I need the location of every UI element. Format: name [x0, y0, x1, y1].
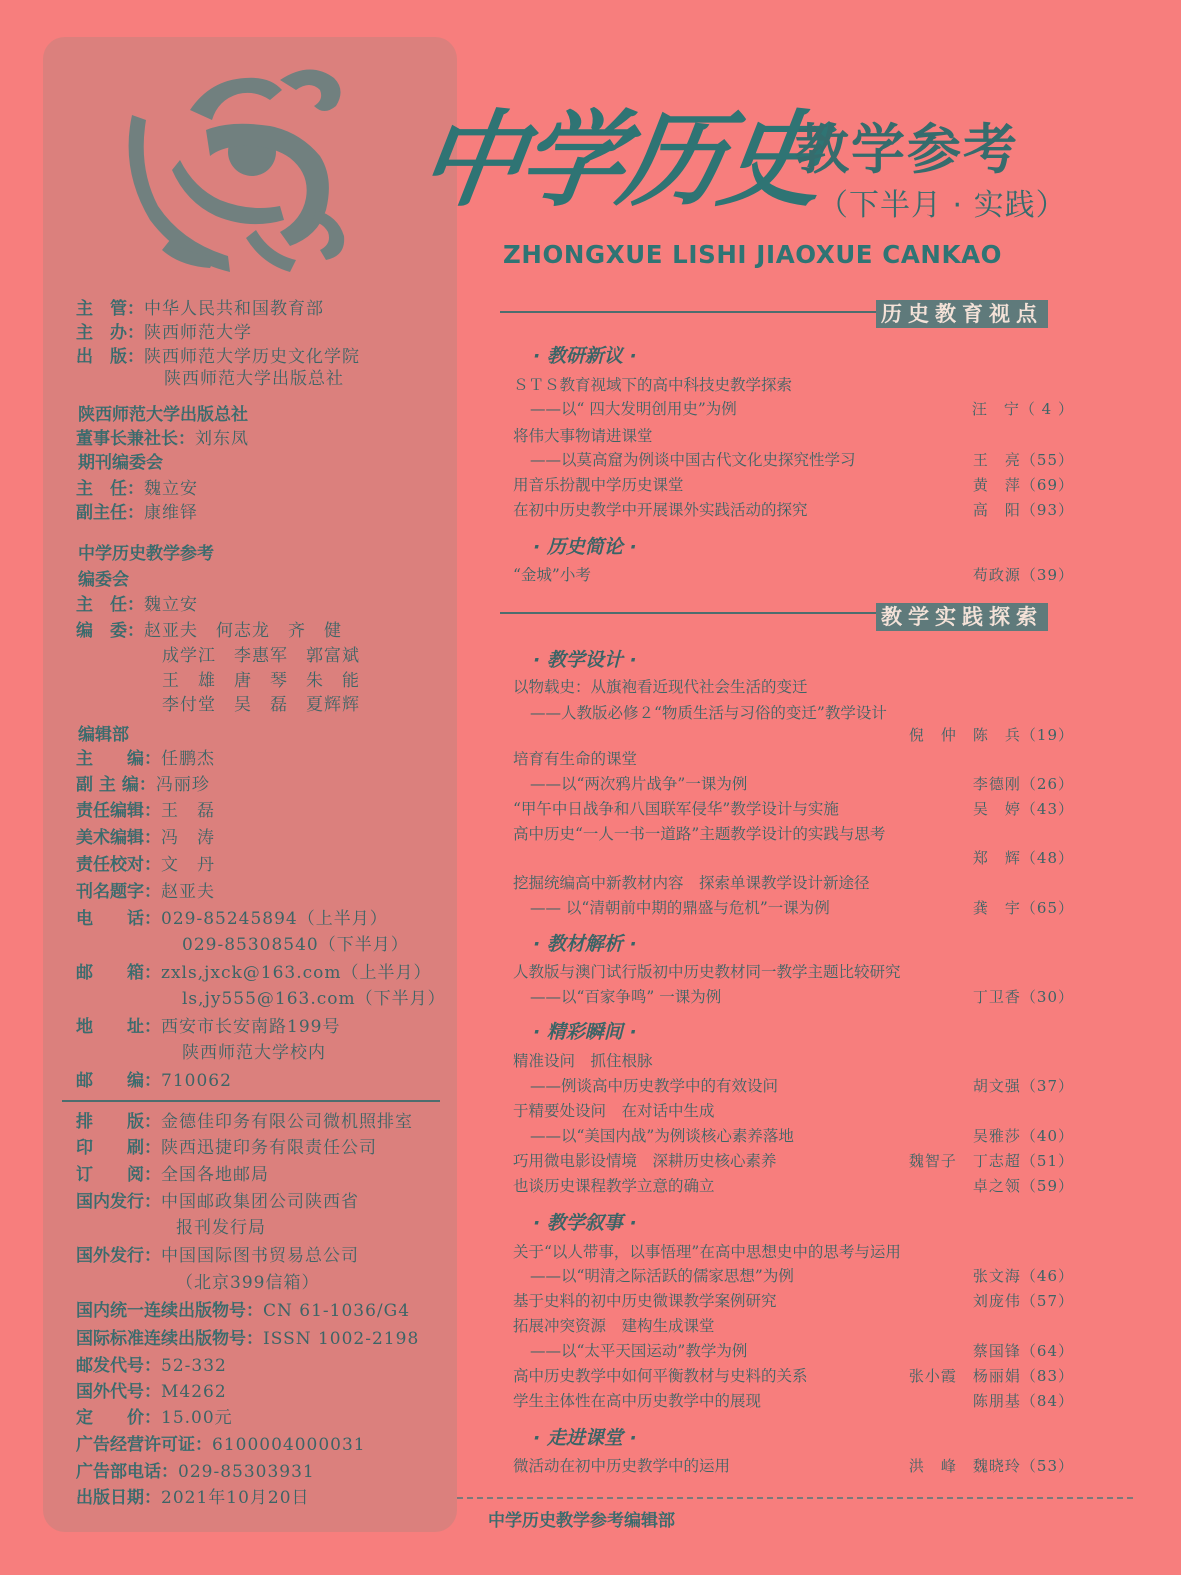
info-row — [76, 827, 215, 849]
publisher-row — [76, 346, 360, 368]
toc-article-title: 微活动在初中历史教学中的运用 — [513, 1457, 731, 1475]
journal-subtitle: 教学参考 — [795, 118, 1019, 181]
row-value: 029-85308540（下半月） — [182, 935, 409, 955]
row-value: 西安市长安南路199号 — [161, 1017, 341, 1037]
info-row — [76, 800, 215, 822]
toc-article-title: 培育有生命的课堂 — [513, 750, 638, 768]
committee-heading: 期刊编委会 — [78, 453, 163, 473]
row-value: 报刊发行局 — [176, 1218, 266, 1238]
row-label: 主 任： — [76, 479, 144, 499]
journal-pinyin: ZHONGXUE LISHI JIAOXUE CANKAO — [503, 240, 1003, 269]
category-heading: · 教学设计 · — [533, 649, 637, 671]
info-row — [76, 962, 432, 984]
row-value: 52-332 — [161, 1356, 227, 1376]
toc-author-page: 吴雅莎（40） — [972, 1127, 1074, 1145]
info-row — [176, 1272, 319, 1294]
info-row — [76, 748, 215, 770]
info-row — [76, 1407, 233, 1429]
toc-article-title: 挖掘统编高中新教材内容 探索单课教学设计新途径 — [513, 874, 870, 892]
info-row — [76, 1191, 359, 1213]
board-members-row — [162, 670, 360, 692]
toc-author-page: 胡文强（37） — [972, 1077, 1074, 1095]
row-value: 李付堂 吴 磊 夏辉辉 — [162, 695, 360, 715]
row-value: 康维铎 — [144, 503, 198, 523]
toc-article-title: 人教版与澳门试行版初中历史教材同一教学主题比较研究 — [513, 963, 901, 981]
toc-author-page: 龚 宇（65） — [972, 899, 1074, 917]
toc-author-page: 蔡国锋（64） — [972, 1342, 1074, 1360]
row-label: 主 任： — [76, 595, 144, 615]
row-label: 出 版： — [76, 347, 144, 367]
tiger-emblem-logo — [120, 60, 350, 280]
row-value: 魏立安 — [144, 479, 198, 499]
row-value: 魏立安 — [144, 595, 198, 615]
row-value: 王 雄 唐 琴 朱 能 — [162, 671, 360, 691]
toc-author-page: 吴 婷（43） — [972, 800, 1074, 818]
board-title: 编委会 — [78, 570, 129, 590]
toc-article-title: ——以“ 四大发明创用史”为例 — [530, 400, 737, 418]
board-members-row — [162, 694, 360, 716]
row-label: 地 址： — [76, 1017, 161, 1037]
info-row — [182, 934, 409, 956]
row-value: 029-85245894（上半月） — [161, 909, 388, 929]
toc-article-title: ＳＴＳ教育视域下的高中科技史教学探索 — [513, 376, 793, 394]
footer-rule — [457, 1497, 1133, 1499]
toc-article-title: ——以“太平天国运动”教学为例 — [530, 1342, 748, 1360]
row-label: 邮 编： — [76, 1071, 161, 1091]
board-director-row — [76, 594, 198, 616]
row-value: 2021年10月20日 — [161, 1488, 310, 1508]
row-value: ISSN 1002-2198 — [263, 1329, 420, 1349]
toc-article-title: 基于史料的初中历史微课教学案例研究 — [513, 1292, 777, 1310]
row-label: 国外代号： — [76, 1382, 161, 1402]
category-heading: · 教学叙事 · — [533, 1212, 637, 1234]
row-label: 主 管： — [76, 299, 144, 319]
row-label: 主 办： — [76, 323, 144, 343]
journal-title-calligraphy: 中学历史 — [411, 98, 829, 221]
supervisor-row — [76, 298, 324, 320]
row-value: zxls,jxck@163.com（上半月） — [161, 963, 432, 983]
row-label: 国外发行： — [76, 1246, 161, 1266]
category-heading: · 精彩瞬间 · — [533, 1021, 637, 1043]
row-label: 国际标准连续出版物号： — [76, 1329, 263, 1349]
category-heading: · 教研新议 · — [533, 345, 637, 367]
row-label: 邮 箱： — [76, 963, 161, 983]
row-value: 陕西师范大学出版总社 — [164, 369, 344, 389]
row-value: 金德佳印务有限公司微机照排室 — [161, 1112, 413, 1132]
info-row — [76, 1355, 227, 1377]
toc-article-title: 也谈历史课程教学立意的确立 — [513, 1177, 715, 1195]
row-value: 710062 — [161, 1071, 232, 1091]
toc-author-page: 刘庞伟（57） — [972, 1292, 1074, 1310]
row-label: 邮发代号： — [76, 1356, 161, 1376]
row-value: 成学江 李惠军 郭富斌 — [162, 646, 360, 666]
row-value: 全国各地邮局 — [161, 1165, 269, 1185]
row-label: 国内统一连续出版物号： — [76, 1301, 263, 1321]
row-label: 责任编辑： — [76, 801, 161, 821]
toc-author-page: 郑 辉（48） — [972, 849, 1074, 867]
info-row — [76, 1111, 413, 1133]
row-label: 广告部电话： — [76, 1462, 178, 1482]
chairman-row — [76, 428, 249, 450]
row-value: 029-85303931 — [178, 1462, 315, 1482]
info-row — [76, 908, 388, 930]
journal-name: 中学历史教学参考 — [78, 544, 214, 564]
toc-author-page: 高 阳（93） — [972, 501, 1074, 519]
toc-author-page: 张文海（46） — [972, 1267, 1074, 1285]
info-row — [76, 1461, 315, 1483]
sponsor-row — [76, 322, 252, 344]
info-row — [182, 988, 446, 1010]
info-row — [76, 1245, 359, 1267]
toc-author-page: 卓之领（59） — [972, 1177, 1074, 1195]
info-row — [76, 1070, 232, 1092]
toc-article-title: ——以“明清之际活跃的儒家思想”为例 — [530, 1267, 794, 1285]
row-label: 责任校对： — [76, 855, 161, 875]
toc-article-title: 关于“以人带事，以事悟理”在高中思想史中的思考与运用 — [513, 1243, 901, 1261]
row-value: 刘东凤 — [195, 429, 249, 449]
info-row — [76, 1487, 310, 1509]
row-value: 陕西师范大学校内 — [182, 1043, 326, 1063]
toc-article-title: ——以莫高窟为例谈中国古代文化史探究性学习 — [530, 451, 856, 469]
row-value: 文 丹 — [161, 855, 215, 875]
toc-article-title: ——以“两次鸦片战争”一课为例 — [530, 775, 748, 793]
director-row — [76, 478, 198, 500]
toc-author-page: 陈朋基（84） — [972, 1392, 1074, 1410]
row-label: 美术编辑： — [76, 828, 161, 848]
editorial-dept-title: 编辑部 — [78, 725, 129, 745]
info-row — [76, 774, 210, 796]
row-label: 刊名题字： — [76, 882, 161, 902]
publisher-row-2 — [164, 368, 344, 390]
divider — [62, 1100, 440, 1102]
row-value: 赵亚夫 — [161, 882, 215, 902]
toc-author-page: 魏智子 丁志超（51） — [908, 1152, 1074, 1170]
section-banner-2: 教学实践探索 — [876, 603, 1048, 631]
toc-article-title: ——以“百家争鸣” 一课为例 — [530, 988, 722, 1006]
press-name: 陕西师范大学出版总社 — [78, 405, 248, 425]
row-label: 副 主 编： — [76, 775, 156, 795]
row-label: 编 委： — [76, 621, 144, 641]
banner-rule — [500, 311, 876, 313]
row-value: CN 61-1036/G4 — [263, 1301, 411, 1321]
toc-author-page: 倪 仲 陈 兵（19） — [908, 726, 1074, 744]
info-row — [76, 881, 215, 903]
category-heading: · 教材解析 · — [533, 933, 637, 955]
toc-article-title: —— 以“清朝前中期的鼎盛与危机”一课为例 — [530, 899, 830, 917]
footer-editorial-dept: 中学历史教学参考编辑部 — [488, 1511, 675, 1531]
row-label: 副主任： — [76, 503, 144, 523]
row-value: 王 磊 — [161, 801, 215, 821]
row-value: 中华人民共和国教育部 — [144, 299, 324, 319]
row-label: 排 版： — [76, 1112, 161, 1132]
row-value: 赵亚夫 何志龙 齐 健 — [144, 621, 342, 641]
row-value: 中国国际图书贸易总公司 — [161, 1246, 359, 1266]
info-row — [76, 1434, 366, 1456]
toc-article-title: 高中历史教学中如何平衡教材与史料的关系 — [513, 1367, 808, 1385]
deputy-director-row — [76, 502, 198, 524]
toc-article-title: 用音乐扮靓中学历史课堂 — [513, 476, 684, 494]
row-label: 国内发行： — [76, 1192, 161, 1212]
toc-article-title: 巧用微电影设情境 深耕历史核心素养 — [513, 1152, 777, 1170]
toc-author-page: 黄 萍（69） — [972, 476, 1074, 494]
toc-article-title: ——例谈高中历史教学中的有效设问 — [530, 1077, 779, 1095]
toc-author-page: 苟政源（39） — [972, 566, 1074, 584]
category-heading: · 走进课堂 · — [533, 1427, 637, 1449]
row-value: 冯 涛 — [161, 828, 215, 848]
row-label: 主 编： — [76, 749, 161, 769]
toc-author-page: 王 亮（55） — [972, 451, 1074, 469]
toc-author-page: 汪 宁（ 4 ） — [971, 400, 1074, 418]
toc-article-title: “甲午中日战争和八国联军侵华”教学设计与实施 — [513, 800, 839, 818]
toc-article-title: 于精要处设问 在对话中生成 — [513, 1102, 715, 1120]
info-row — [76, 1381, 227, 1403]
row-value: （北京399信箱） — [176, 1273, 320, 1293]
row-value: 陕西师范大学 — [144, 323, 252, 343]
board-members-row — [76, 620, 342, 642]
category-heading: · 历史简论 · — [533, 536, 637, 558]
board-members-row — [162, 645, 360, 667]
row-label: 订 阅： — [76, 1165, 161, 1185]
row-label: 广告经营许可证： — [76, 1435, 212, 1455]
info-row — [182, 1042, 326, 1064]
toc-article-title: ——以“美国内战”为例谈核心素养落地 — [530, 1127, 794, 1145]
row-value: 任鹏杰 — [161, 749, 215, 769]
row-label: 董事长兼社长： — [76, 429, 195, 449]
info-row — [76, 1328, 419, 1350]
row-label: 出版日期： — [76, 1488, 161, 1508]
info-row — [76, 1137, 377, 1159]
toc-article-title: 高中历史“一人一书一道路”主题教学设计的实践与思考 — [513, 825, 886, 843]
toc-article-title: 精准设问 抓住根脉 — [513, 1052, 653, 1070]
row-value: 15.00元 — [161, 1408, 233, 1428]
banner-rule — [500, 612, 876, 614]
toc-author-page: 丁卫香（30） — [972, 988, 1074, 1006]
toc-article-title: ——人教版必修２“物质生活与习俗的变迁”教学设计 — [530, 704, 887, 722]
row-label: 定 价： — [76, 1408, 161, 1428]
section-banner-1: 历史教育视点 — [876, 300, 1048, 328]
toc-author-page: 张小霞 杨丽娟（83） — [908, 1367, 1074, 1385]
toc-article-title: 在初中历史教学中开展课外实践活动的探究 — [513, 501, 808, 519]
info-row — [176, 1217, 266, 1239]
toc-author-page: 洪 峰 魏晓玲（53） — [908, 1457, 1074, 1475]
row-label: 印 刷： — [76, 1138, 161, 1158]
row-value: 冯丽珍 — [155, 775, 210, 795]
row-value: ls,jy555@163.com（下半月） — [182, 989, 446, 1009]
toc-article-title: 拓展冲突资源 建构生成课堂 — [513, 1317, 715, 1335]
toc-article-title: 将伟大事物请进课堂 — [513, 427, 653, 445]
info-row — [76, 1164, 269, 1186]
toc-article-title: 以物载史：从旗袍看近现代社会生活的变迁 — [513, 678, 808, 696]
info-row — [76, 1300, 410, 1322]
toc-author-page: 李德刚（26） — [972, 775, 1074, 793]
info-row — [76, 854, 215, 876]
journal-edition: （下半月 · 实践） — [818, 188, 1067, 223]
row-value: 陕西师范大学历史文化学院 — [144, 347, 360, 367]
toc-article-title: 学生主体性在高中历史教学中的展现 — [513, 1392, 762, 1410]
info-row — [76, 1016, 340, 1038]
row-value: M4262 — [161, 1382, 227, 1402]
row-value: 中国邮政集团公司陕西省 — [161, 1192, 359, 1212]
row-value: 陕西迅捷印务有限责任公司 — [161, 1138, 377, 1158]
row-label: 电 话： — [76, 909, 161, 929]
row-value: 6100004000031 — [212, 1435, 366, 1455]
toc-article-title: “金城”小考 — [513, 566, 591, 584]
